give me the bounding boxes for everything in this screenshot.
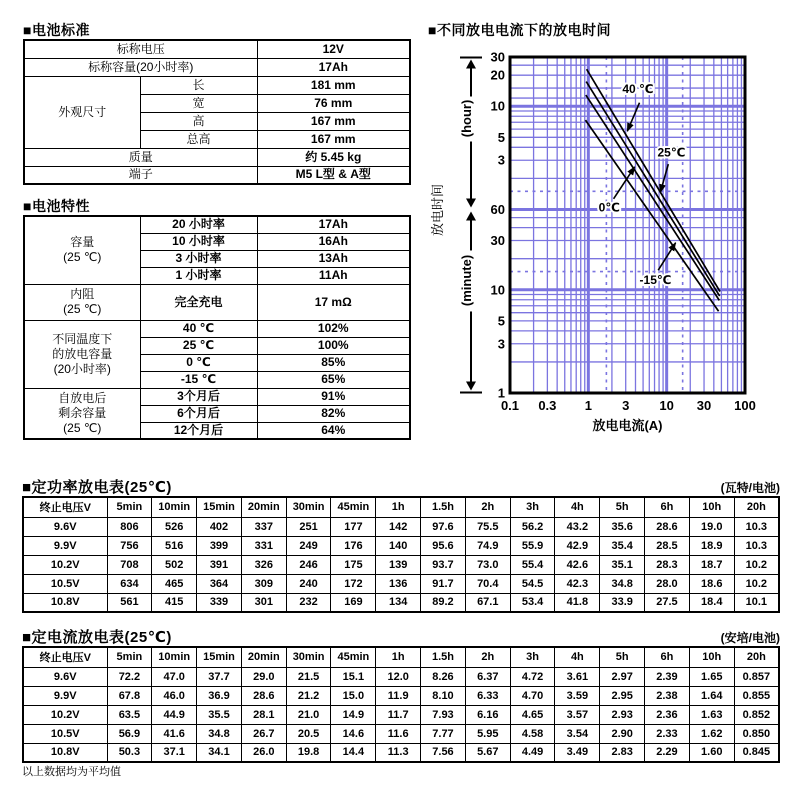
voltage-cell: 10.8V xyxy=(23,593,107,612)
value-cell: 10.2 xyxy=(734,574,779,593)
power-table-unit: (瓦特/电池) xyxy=(720,481,780,495)
svg-text:0℃: 0℃ xyxy=(598,200,620,215)
value-cell: 4.65 xyxy=(510,705,555,724)
spec-row xyxy=(24,40,410,58)
value-cell: 37.1 xyxy=(152,743,197,762)
value-cell: 1.65 xyxy=(689,667,734,686)
value-cell: 56.2 xyxy=(510,517,555,536)
value-cell: 67.1 xyxy=(465,593,510,612)
value-cell: 18.7 xyxy=(689,555,734,574)
power-table-title: ■定功率放电表(25℃) xyxy=(22,479,172,496)
time-header-cell: 30min xyxy=(286,647,331,667)
value-cell: 10.1 xyxy=(734,593,779,612)
battery-characteristics-title: ■电池特性 xyxy=(23,198,90,214)
voltage-cell: 10.5V xyxy=(23,724,107,743)
time-header-cell: 15min xyxy=(197,497,242,517)
value-cell: 53.4 xyxy=(510,593,555,612)
svg-text:3: 3 xyxy=(622,398,630,413)
time-header-cell: 6h xyxy=(645,647,690,667)
time-header-cell: 45min xyxy=(331,497,376,517)
value-cell: 246 xyxy=(286,555,331,574)
time-header-cell: 20min xyxy=(241,647,286,667)
sub-label-cell: 20 小时率 xyxy=(140,216,257,233)
value-cell: 2.33 xyxy=(645,724,690,743)
battery-characteristics-table xyxy=(23,215,411,440)
value-cell: 15.0 xyxy=(331,686,376,705)
value-cell: 46.0 xyxy=(152,686,197,705)
value-cell: 14.6 xyxy=(331,724,376,743)
value-cell: 172 xyxy=(331,574,376,593)
value-cell: 3.49 xyxy=(555,743,600,762)
value-cell: 42.9 xyxy=(555,536,600,555)
label-cell: 标称电压 xyxy=(24,40,257,58)
svg-text:1: 1 xyxy=(584,398,592,413)
time-header-cell: 4h xyxy=(555,497,600,517)
voltage-cell: 9.6V xyxy=(23,517,107,536)
value-cell: 33.9 xyxy=(600,593,645,612)
value-cell: 67.8 xyxy=(107,686,152,705)
value-cell: 91% xyxy=(257,388,410,405)
value-cell: 36.9 xyxy=(197,686,242,705)
value-cell: 27.5 xyxy=(645,593,690,612)
value-cell: 136 xyxy=(376,574,421,593)
spec-row xyxy=(24,76,410,94)
value-cell: 326 xyxy=(241,555,286,574)
value-cell: 364 xyxy=(197,574,242,593)
value-cell: 17Ah xyxy=(257,58,410,76)
value-cell: 502 xyxy=(152,555,197,574)
value-cell: 8.10 xyxy=(421,686,466,705)
value-cell: 11.3 xyxy=(376,743,421,762)
svg-text:20: 20 xyxy=(490,67,505,83)
voltage-header-cell: 终止电压V xyxy=(23,647,107,667)
value-cell: 74.9 xyxy=(465,536,510,555)
time-header-cell: 10min xyxy=(152,497,197,517)
value-cell: 28.1 xyxy=(241,705,286,724)
value-cell: 0.857 xyxy=(734,667,779,686)
time-header-cell: 45min xyxy=(331,647,376,667)
value-cell: 0.850 xyxy=(734,724,779,743)
spec-row xyxy=(24,320,410,337)
value-cell: 331 xyxy=(241,536,286,555)
header-row xyxy=(23,497,779,517)
value-cell: 2.93 xyxy=(600,705,645,724)
table-row xyxy=(23,667,779,686)
y-unit-hour: (hour) xyxy=(459,99,474,138)
value-cell: 240 xyxy=(286,574,331,593)
table-row xyxy=(23,705,779,724)
value-cell: 402 xyxy=(197,517,242,536)
value-cell: 17 mΩ xyxy=(257,284,410,320)
value-cell: 5.67 xyxy=(465,743,510,762)
value-cell: 391 xyxy=(197,555,242,574)
value-cell: 13Ah xyxy=(257,250,410,267)
value-cell: 28.6 xyxy=(645,517,690,536)
value-cell: 142 xyxy=(376,517,421,536)
value-cell: 73.0 xyxy=(465,555,510,574)
value-cell: 15.1 xyxy=(331,667,376,686)
current-table-title: ■定电流放电表(25℃) xyxy=(22,629,172,646)
value-cell: 7.77 xyxy=(421,724,466,743)
time-header-cell: 30min xyxy=(286,497,331,517)
sub-label-cell: 0 ℃ xyxy=(140,354,257,371)
value-cell: 3.57 xyxy=(555,705,600,724)
value-cell: 2.29 xyxy=(645,743,690,762)
value-cell: 93.7 xyxy=(421,555,466,574)
table-row xyxy=(23,517,779,536)
value-cell: 10.3 xyxy=(734,517,779,536)
label-cell: 高 xyxy=(140,112,257,130)
value-cell: 0.845 xyxy=(734,743,779,762)
value-cell: 89.2 xyxy=(421,593,466,612)
spec-row xyxy=(24,216,410,233)
value-cell: 6.16 xyxy=(465,705,510,724)
value-cell: 0.852 xyxy=(734,705,779,724)
svg-text:60: 60 xyxy=(490,201,505,217)
group-label-cell: 不同温度下 的放电容量 (20小时率) xyxy=(24,320,140,388)
svg-text:5: 5 xyxy=(497,129,505,145)
value-cell: 11.6 xyxy=(376,724,421,743)
value-cell: 75.5 xyxy=(465,517,510,536)
value-cell: 2.38 xyxy=(645,686,690,705)
value-cell: 2.36 xyxy=(645,705,690,724)
svg-text:40 ℃: 40 ℃ xyxy=(622,82,654,97)
x-tick-labels xyxy=(501,398,756,413)
value-cell: 35.1 xyxy=(600,555,645,574)
value-cell: 65% xyxy=(257,371,410,388)
value-cell: 12.0 xyxy=(376,667,421,686)
value-cell: 175 xyxy=(331,555,376,574)
voltage-cell: 10.5V xyxy=(23,574,107,593)
value-cell: 516 xyxy=(152,536,197,555)
value-cell: 56.9 xyxy=(107,724,152,743)
value-cell: 465 xyxy=(152,574,197,593)
value-cell: 37.7 xyxy=(197,667,242,686)
label-cell: 长 xyxy=(140,76,257,94)
value-cell: 34.8 xyxy=(197,724,242,743)
value-cell: 95.6 xyxy=(421,536,466,555)
value-cell: 4.49 xyxy=(510,743,555,762)
value-cell: 5.95 xyxy=(465,724,510,743)
voltage-cell: 9.9V xyxy=(23,686,107,705)
value-cell: 3.61 xyxy=(555,667,600,686)
value-cell: 28.0 xyxy=(645,574,690,593)
value-cell: 4.58 xyxy=(510,724,555,743)
time-header-cell: 20h xyxy=(734,647,779,667)
value-cell: 2.97 xyxy=(600,667,645,686)
group-label-cell: 外观尺寸 xyxy=(24,76,140,148)
value-cell: 28.5 xyxy=(645,536,690,555)
header-row xyxy=(23,647,779,667)
value-cell: 20.5 xyxy=(286,724,331,743)
value-cell: 28.6 xyxy=(241,686,286,705)
spec-row xyxy=(24,388,410,405)
x-axis-title: 放电电流(A) xyxy=(592,418,663,433)
label-cell: 宽 xyxy=(140,94,257,112)
table-row xyxy=(23,743,779,762)
value-cell: 167 mm xyxy=(257,112,410,130)
table-row xyxy=(23,593,779,612)
value-cell: 11Ah xyxy=(257,267,410,284)
spec-row xyxy=(24,166,410,184)
voltage-cell: 9.6V xyxy=(23,667,107,686)
sub-label-cell: 3 小时率 xyxy=(140,250,257,267)
value-cell: 54.5 xyxy=(510,574,555,593)
svg-text:5: 5 xyxy=(497,313,505,329)
value-cell: 44.9 xyxy=(152,705,197,724)
value-cell: 72.2 xyxy=(107,667,152,686)
sub-label-cell: 完全充电 xyxy=(140,284,257,320)
time-header-cell: 3h xyxy=(510,647,555,667)
group-label-cell: 内阻 (25 ℃) xyxy=(24,284,140,320)
svg-text:10: 10 xyxy=(490,282,505,298)
sub-label-cell: 12个月后 xyxy=(140,422,257,439)
value-cell: 55.4 xyxy=(510,555,555,574)
table-row xyxy=(23,724,779,743)
value-cell: 339 xyxy=(197,593,242,612)
value-cell: 21.0 xyxy=(286,705,331,724)
value-cell: 35.5 xyxy=(197,705,242,724)
svg-text:10: 10 xyxy=(659,398,674,413)
voltage-cell: 10.8V xyxy=(23,743,107,762)
time-header-cell: 2h xyxy=(465,497,510,517)
value-cell: 134 xyxy=(376,593,421,612)
value-cell: 35.6 xyxy=(600,517,645,536)
value-cell: 2.39 xyxy=(645,667,690,686)
value-cell: 85% xyxy=(257,354,410,371)
value-cell: 35.4 xyxy=(600,536,645,555)
value-cell: 47.0 xyxy=(152,667,197,686)
value-cell: 756 xyxy=(107,536,152,555)
value-cell: 806 xyxy=(107,517,152,536)
label-cell: 质量 xyxy=(24,148,257,166)
svg-text:0.3: 0.3 xyxy=(538,398,557,413)
value-cell: 76 mm xyxy=(257,94,410,112)
value-cell: 64% xyxy=(257,422,410,439)
value-cell: 41.8 xyxy=(555,593,600,612)
svg-text:30: 30 xyxy=(490,233,505,249)
value-cell: 4.70 xyxy=(510,686,555,705)
time-header-cell: 15min xyxy=(197,647,242,667)
value-cell: 176 xyxy=(331,536,376,555)
constant-current-discharge-table xyxy=(22,646,780,763)
value-cell: 337 xyxy=(241,517,286,536)
time-header-cell: 20h xyxy=(734,497,779,517)
value-cell: 11.9 xyxy=(376,686,421,705)
value-cell: 167 mm xyxy=(257,130,410,148)
value-cell: 7.93 xyxy=(421,705,466,724)
value-cell: 1.60 xyxy=(689,743,734,762)
value-cell: 42.3 xyxy=(555,574,600,593)
spec-row xyxy=(24,148,410,166)
voltage-header-cell: 终止电压V xyxy=(23,497,107,517)
value-cell: 18.9 xyxy=(689,536,734,555)
value-cell: 301 xyxy=(241,593,286,612)
voltage-cell: 9.9V xyxy=(23,536,107,555)
table-row xyxy=(23,686,779,705)
value-cell: 3.54 xyxy=(555,724,600,743)
sub-label-cell: 3个月后 xyxy=(140,388,257,405)
value-cell: 526 xyxy=(152,517,197,536)
value-cell: 约 5.45 kg xyxy=(257,148,410,166)
value-cell: 29.0 xyxy=(241,667,286,686)
svg-text:25℃: 25℃ xyxy=(657,145,686,160)
value-cell: 21.5 xyxy=(286,667,331,686)
y-tick-labels xyxy=(491,50,505,401)
label-cell: 总高 xyxy=(140,130,257,148)
voltage-cell: 10.2V xyxy=(23,555,107,574)
current-table-unit: (安培/电池) xyxy=(720,631,780,645)
value-cell: 3.59 xyxy=(555,686,600,705)
label-cell: 端子 xyxy=(24,166,257,184)
time-header-cell: 3h xyxy=(510,497,555,517)
label-cell: 标称容量(20小时率) xyxy=(24,58,257,76)
value-cell: 26.0 xyxy=(241,743,286,762)
value-cell: 43.2 xyxy=(555,517,600,536)
battery-standards-table xyxy=(23,39,411,185)
time-header-cell: 5h xyxy=(600,647,645,667)
table-row xyxy=(23,574,779,593)
value-cell: 2.90 xyxy=(600,724,645,743)
value-cell: 41.6 xyxy=(152,724,197,743)
value-cell: 12V xyxy=(257,40,410,58)
value-cell: 14.9 xyxy=(331,705,376,724)
svg-text:3: 3 xyxy=(497,336,505,352)
group-label-cell: 容量 (25 ℃) xyxy=(24,216,140,284)
svg-text:3: 3 xyxy=(497,152,505,168)
sub-label-cell: 1 小时率 xyxy=(140,267,257,284)
time-header-cell: 10h xyxy=(689,647,734,667)
svg-text:-15℃: -15℃ xyxy=(639,272,672,287)
time-header-cell: 2h xyxy=(465,647,510,667)
value-cell: 28.3 xyxy=(645,555,690,574)
svg-text:30: 30 xyxy=(696,398,712,413)
time-header-cell: 5min xyxy=(107,497,152,517)
voltage-cell: 10.2V xyxy=(23,705,107,724)
value-cell: 91.7 xyxy=(421,574,466,593)
time-header-cell: 20min xyxy=(241,497,286,517)
value-cell: 415 xyxy=(152,593,197,612)
table-row xyxy=(23,536,779,555)
svg-text:100: 100 xyxy=(734,398,756,413)
time-header-cell: 1.5h xyxy=(421,497,466,517)
value-cell: 399 xyxy=(197,536,242,555)
average-values-footnote: 以上数据均为平均值 xyxy=(22,766,121,778)
value-cell: 16Ah xyxy=(257,233,410,250)
value-cell: 169 xyxy=(331,593,376,612)
value-cell: 1.63 xyxy=(689,705,734,724)
value-cell: 1.62 xyxy=(689,724,734,743)
value-cell: 232 xyxy=(286,593,331,612)
battery-standards-title: ■电池标准 xyxy=(23,22,90,38)
value-cell: 7.56 xyxy=(421,743,466,762)
time-header-cell: 1h xyxy=(376,497,421,517)
value-cell: 10.2 xyxy=(734,555,779,574)
value-cell: 97.6 xyxy=(421,517,466,536)
value-cell: 11.7 xyxy=(376,705,421,724)
time-header-cell: 4h xyxy=(555,647,600,667)
svg-text:0.1: 0.1 xyxy=(500,398,520,413)
value-cell: 50.3 xyxy=(107,743,152,762)
value-cell: 1.64 xyxy=(689,686,734,705)
value-cell: 177 xyxy=(331,517,376,536)
value-cell: 34.8 xyxy=(600,574,645,593)
value-cell: 19.8 xyxy=(286,743,331,762)
value-cell: 181 mm xyxy=(257,76,410,94)
value-cell: 55.9 xyxy=(510,536,555,555)
value-cell: 708 xyxy=(107,555,152,574)
value-cell: 139 xyxy=(376,555,421,574)
svg-text:10: 10 xyxy=(490,98,505,114)
value-cell: 17Ah xyxy=(257,216,410,233)
discharge-chart-title: ■不同放电电流下的放电时间 xyxy=(428,22,611,38)
time-header-cell: 6h xyxy=(645,497,690,517)
value-cell: 18.6 xyxy=(689,574,734,593)
time-header-cell: 1.5h xyxy=(421,647,466,667)
value-cell: 6.33 xyxy=(465,686,510,705)
value-cell: M5 L型 & A型 xyxy=(257,166,410,184)
spec-row xyxy=(24,58,410,76)
value-cell: 34.1 xyxy=(197,743,242,762)
value-cell: 2.83 xyxy=(600,743,645,762)
sub-label-cell: 25 ℃ xyxy=(140,337,257,354)
sub-label-cell: 6个月后 xyxy=(140,405,257,422)
value-cell: 140 xyxy=(376,536,421,555)
sub-label-cell: -15 ℃ xyxy=(140,371,257,388)
value-cell: 100% xyxy=(257,337,410,354)
value-cell: 561 xyxy=(107,593,152,612)
time-header-cell: 10h xyxy=(689,497,734,517)
y-unit-minute: (minute) xyxy=(459,254,474,307)
time-header-cell: 10min xyxy=(152,647,197,667)
value-cell: 70.4 xyxy=(465,574,510,593)
value-cell: 0.855 xyxy=(734,686,779,705)
value-cell: 2.95 xyxy=(600,686,645,705)
value-cell: 102% xyxy=(257,320,410,337)
value-cell: 63.5 xyxy=(107,705,152,724)
value-cell: 251 xyxy=(286,517,331,536)
value-cell: 4.72 xyxy=(510,667,555,686)
value-cell: 26.7 xyxy=(241,724,286,743)
svg-text:30: 30 xyxy=(490,49,505,65)
table-row xyxy=(23,555,779,574)
svg-text:1: 1 xyxy=(497,385,505,401)
value-cell: 42.6 xyxy=(555,555,600,574)
value-cell: 634 xyxy=(107,574,152,593)
discharge-time-chart xyxy=(420,14,788,439)
spec-row xyxy=(24,284,410,320)
value-cell: 309 xyxy=(241,574,286,593)
value-cell: 21.2 xyxy=(286,686,331,705)
sub-label-cell: 40 ℃ xyxy=(140,320,257,337)
sub-label-cell: 10 小时率 xyxy=(140,233,257,250)
group-label-cell: 自放电后 剩余容量 (25 ℃) xyxy=(24,388,140,439)
y-axis-title: 放电时间 xyxy=(430,183,445,237)
time-header-cell: 5h xyxy=(600,497,645,517)
time-header-cell: 1h xyxy=(376,647,421,667)
value-cell: 249 xyxy=(286,536,331,555)
value-cell: 8.26 xyxy=(421,667,466,686)
value-cell: 14.4 xyxy=(331,743,376,762)
value-cell: 6.37 xyxy=(465,667,510,686)
value-cell: 18.4 xyxy=(689,593,734,612)
value-cell: 82% xyxy=(257,405,410,422)
value-cell: 10.3 xyxy=(734,536,779,555)
constant-power-discharge-table xyxy=(22,496,780,613)
value-cell: 19.0 xyxy=(689,517,734,536)
time-header-cell: 5min xyxy=(107,647,152,667)
